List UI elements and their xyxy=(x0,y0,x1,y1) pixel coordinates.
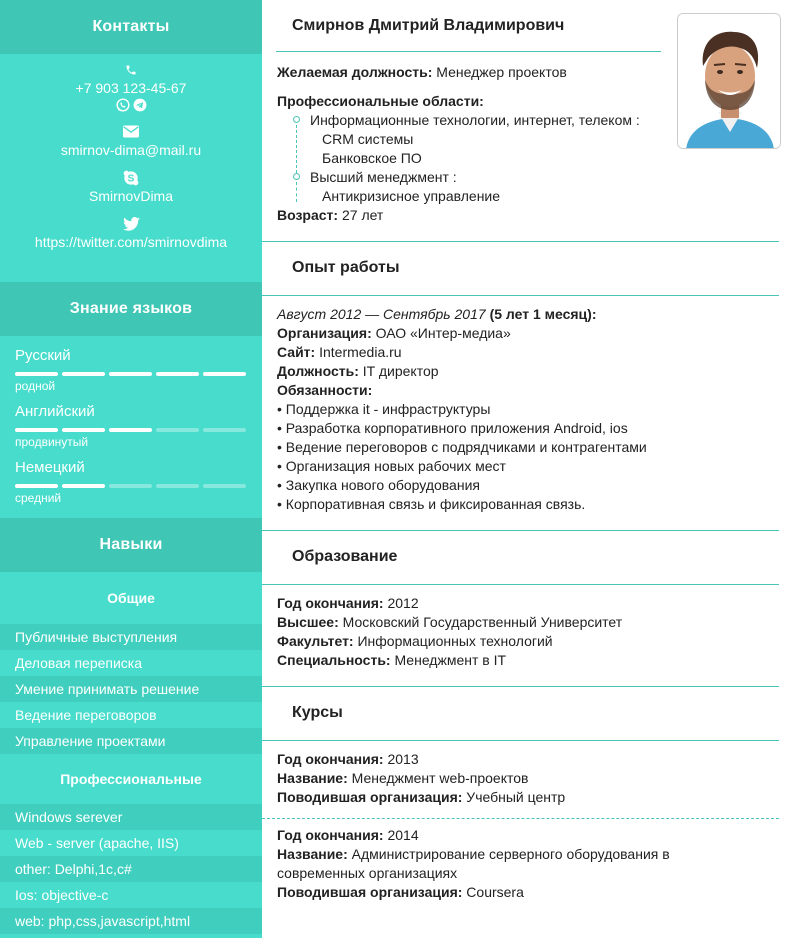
section-divider xyxy=(262,241,779,242)
skill-item: web: php,css,javascript,html xyxy=(0,908,262,934)
skill-item: Умение принимать решение xyxy=(0,676,262,702)
section-divider xyxy=(262,584,779,585)
messenger-icons xyxy=(0,98,262,112)
twitter-link[interactable]: https://twitter.com/smirnovdima xyxy=(34,234,228,250)
general-skills-heading: Общие xyxy=(107,590,155,606)
course-name-continued: современных организациях xyxy=(277,865,458,881)
tree-bullet-icon xyxy=(293,116,300,123)
language-level-bar xyxy=(15,428,246,432)
person-name: Смирнов Дмитрий Владимирович xyxy=(292,17,565,34)
whatsapp-icon[interactable] xyxy=(116,98,130,112)
email-link[interactable]: smirnov-dima@mail.ru xyxy=(60,142,202,158)
language-level-bar xyxy=(15,484,246,488)
course-year: Год окончания: 2014 xyxy=(277,827,419,843)
name-divider xyxy=(276,51,661,52)
language-name: Русский xyxy=(15,347,71,364)
contacts-block xyxy=(0,54,262,282)
education-title: Образование xyxy=(292,548,398,565)
skill-item: Деловая переписка xyxy=(15,655,143,671)
languages-heading: Знание языков xyxy=(0,282,262,336)
level-segment xyxy=(203,372,246,376)
svg-text:S: S xyxy=(127,173,135,185)
duty-item: • Закупка нового оборудования xyxy=(277,477,480,493)
pro-skills-heading: Профессиональные xyxy=(60,771,202,787)
language-level: родной xyxy=(15,379,56,393)
education-specialty: Специальность: Менеджмент в IT xyxy=(277,652,507,668)
experience-site: Сайт: Intermedia.ru xyxy=(277,344,402,360)
level-segment xyxy=(203,484,246,488)
level-segment xyxy=(15,484,58,488)
experience-org: Организация: ОАО «Интер-медиа» xyxy=(277,325,511,341)
skill-item: Ведение переговоров xyxy=(15,707,157,723)
level-segment xyxy=(15,372,58,376)
telegram-icon[interactable] xyxy=(133,98,147,112)
section-divider xyxy=(262,530,779,531)
course-divider xyxy=(262,818,779,819)
level-segment xyxy=(62,428,105,432)
language-level-bar xyxy=(15,372,246,376)
experience-period: Август 2012 — Сентябрь 2017 (5 лет 1 месяц): xyxy=(277,306,597,322)
sub-area-item: CRM системы xyxy=(322,131,414,147)
skill-item: Ios: objective-c xyxy=(15,887,109,903)
course-year: Год окончания: 2013 xyxy=(277,751,419,767)
skill-item: Публичные выступления xyxy=(0,624,262,650)
language-level: продвинутый xyxy=(15,435,89,449)
level-segment xyxy=(109,372,152,376)
area-item: Высший менеджмент : xyxy=(310,169,457,185)
education-faculty: Факультет: Информационных технологий xyxy=(277,633,553,649)
skill-item: Управление проектами xyxy=(0,728,262,754)
course-org: Поводившая организация: Coursera xyxy=(277,884,524,900)
language-name: Английский xyxy=(15,403,95,420)
language-level: средний xyxy=(15,491,62,505)
language-name: Немецкий xyxy=(15,459,85,476)
education-university: Высшее: Московский Государственный Университет xyxy=(277,614,623,630)
experience-role: Должность: IT директор xyxy=(277,363,439,379)
section-divider xyxy=(262,686,779,687)
tree-bullet-icon xyxy=(293,173,300,180)
experience-title: Опыт работы xyxy=(292,259,400,276)
avatar xyxy=(678,14,781,149)
tree-connector xyxy=(296,125,297,173)
skill-item: other: Delphi,1c,c# xyxy=(0,856,262,882)
phone-link[interactable]: +7 903 123-45-67 xyxy=(75,80,187,96)
education-year: Год окончания: 2012 xyxy=(277,595,419,611)
duty-item: • Разработка корпоративного приложения Android, ios xyxy=(277,420,628,436)
section-divider xyxy=(262,295,779,296)
level-segment xyxy=(15,428,58,432)
level-segment xyxy=(156,484,199,488)
sidebar xyxy=(0,0,262,938)
duties-label: Обязанности: xyxy=(277,382,373,398)
level-segment xyxy=(62,372,105,376)
level-segment xyxy=(156,372,199,376)
duty-item: • Корпоративная связь и фиксированная связь. xyxy=(277,496,586,512)
area-item: Информационные технологии, интернет, телеком : xyxy=(310,112,640,128)
twitter-icon xyxy=(123,217,140,231)
level-segment xyxy=(109,484,152,488)
skype-link[interactable]: SmirnovDima xyxy=(88,188,173,204)
email-icon xyxy=(123,125,139,138)
course-org: Поводившая организация: Учебный центр xyxy=(277,789,566,805)
age: Возраст: 27 лет xyxy=(277,207,384,223)
level-segment xyxy=(156,428,199,432)
duty-item: • Поддержка it - инфраструктуры xyxy=(277,401,491,417)
section-divider xyxy=(262,740,779,741)
desired-position: Желаемая должность: Менеджер проектов xyxy=(277,64,567,80)
language-item xyxy=(15,346,246,402)
main-content xyxy=(262,0,794,938)
skills-heading: Навыки xyxy=(0,518,262,572)
areas-label: Профессиональные области: xyxy=(277,93,484,109)
duty-item: • Ведение переговоров с подрядчиками и контрагентами xyxy=(277,439,647,455)
courses-title: Курсы xyxy=(292,704,343,721)
contacts-heading: Контакты xyxy=(0,0,262,54)
skill-item: Web - server (apache, IIS) xyxy=(15,835,179,851)
level-segment xyxy=(109,428,152,432)
languages-list xyxy=(0,336,262,518)
duty-item: • Организация новых рабочих мест xyxy=(277,458,506,474)
sub-area-item: Банковское ПО xyxy=(322,150,422,166)
course-name: Название: Администрирование серверного оборудования в xyxy=(277,846,670,862)
profile-photo xyxy=(677,13,781,149)
level-segment xyxy=(203,428,246,432)
phone-icon xyxy=(125,63,137,77)
skype-icon xyxy=(123,170,139,186)
skill-item: Windows serever xyxy=(0,804,262,830)
level-segment xyxy=(62,484,105,488)
course-name: Название: Менеджмент web-проектов xyxy=(277,770,529,786)
language-item xyxy=(15,458,246,514)
language-item xyxy=(15,402,246,458)
tree-connector xyxy=(296,182,297,202)
sub-area-item: Антикризисное управление xyxy=(322,188,501,204)
